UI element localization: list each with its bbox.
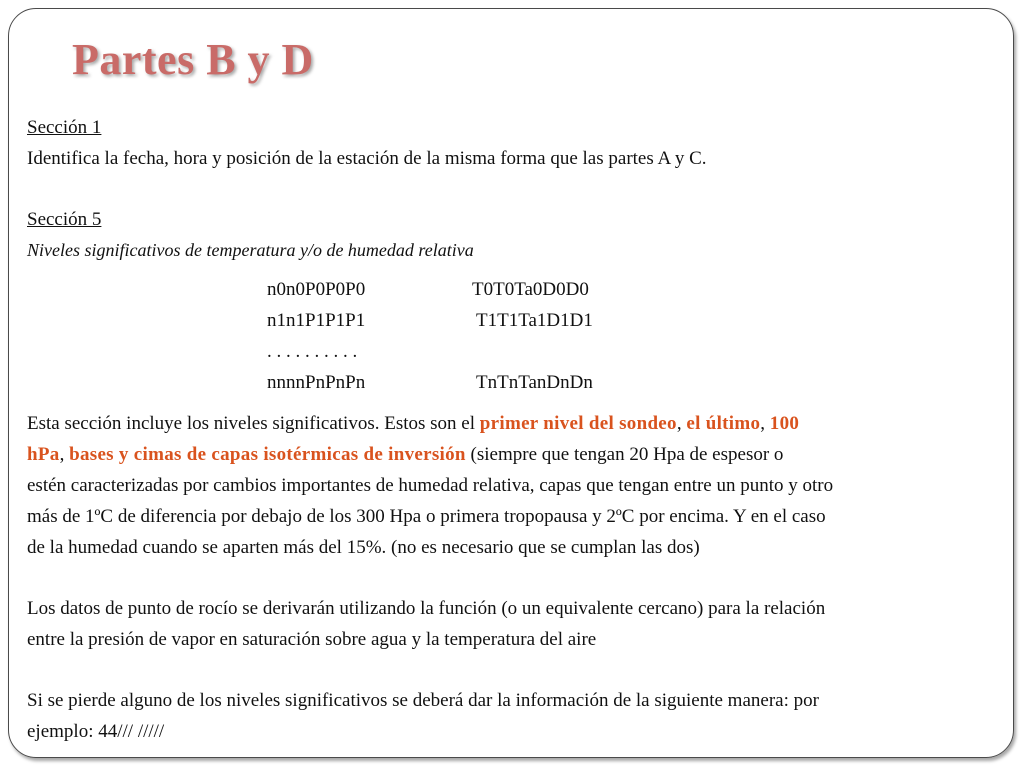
separator: , <box>676 413 687 434</box>
paragraph1-line1 <box>27 408 1017 439</box>
code-left: nnnnPnPnPn <box>267 372 366 393</box>
paragraph1-rest: (siempre que tengan 20 Hpa de espesor o <box>465 444 784 465</box>
code-left: . . . . . . . . . . <box>267 341 358 362</box>
highlight-100-hpa-a: 100 <box>769 413 800 434</box>
paragraph3-line1: Si se pierde alguno de los niveles significativos se deberá dar la información de la siguiente manera: por <box>27 690 819 711</box>
code-left: n0n0P0P0P0 <box>267 279 366 300</box>
paragraph2-line2: entre la presión de vapor en saturación sobre agua y la temperatura del aire <box>27 629 597 650</box>
highlight-first-level: primer nivel del sondeo <box>479 413 677 434</box>
paragraph-missing-levels <box>27 685 1017 747</box>
section5-heading: Sección 5 <box>27 209 102 230</box>
code-right: TnTnTanDnDn <box>476 372 593 393</box>
section1-text: Identifica la fecha, hora y posición de la estación de la misma forma que las partes A y C. <box>27 148 707 169</box>
section5-subtitle: Niveles significativos de temperatura y/o de humedad relativa <box>27 240 474 260</box>
slide-title: Partes B y D <box>72 35 314 84</box>
paragraph1-line5: de la humedad cuando se aparten más del 15%. (no es necesario que se cumplan las dos) <box>27 537 700 558</box>
paragraph1-line2 <box>27 439 1017 470</box>
section1-heading: Sección 1 <box>27 117 102 138</box>
paragraph3-line2: ejemplo: 44/// ///// <box>27 721 165 742</box>
code-right: T0T0Ta0D0D0 <box>472 279 589 300</box>
paragraph1-intro: Esta sección incluye los niveles significativos. Estos son el <box>27 413 480 434</box>
paragraph-significant-levels <box>27 408 1017 563</box>
code-left: n1n1P1P1P1 <box>267 310 366 331</box>
paragraph1-line4: más de 1ºC de diferencia por debajo de los 300 Hpa o primera tropopausa y 2ºC por encima. Y en el caso <box>27 506 826 527</box>
paragraph-dew-point <box>27 593 1017 655</box>
paragraph2-line1: Los datos de punto de rocío se derivarán utilizando la función (o un equivalente cercano) para la relación <box>27 598 826 619</box>
code-table-row <box>267 367 687 398</box>
highlight-isothermal-layers: bases y cimas de capas isotérmicas de inversión <box>69 444 466 465</box>
code-table-row <box>267 274 687 305</box>
separator: , <box>760 413 770 434</box>
highlight-100-hpa-b: hPa <box>27 444 60 465</box>
slide-content <box>27 112 1017 747</box>
separator: , <box>59 444 70 465</box>
code-table-row <box>267 336 687 367</box>
paragraph1-line3: estén caracterizadas por cambios importantes de humedad relativa, capas que tengan entre un punto y otro <box>27 475 834 496</box>
highlight-last-level: el último <box>686 413 761 434</box>
code-table-row <box>267 305 687 336</box>
code-table <box>267 274 687 398</box>
code-right: T1T1Ta1D1D1 <box>476 310 593 331</box>
